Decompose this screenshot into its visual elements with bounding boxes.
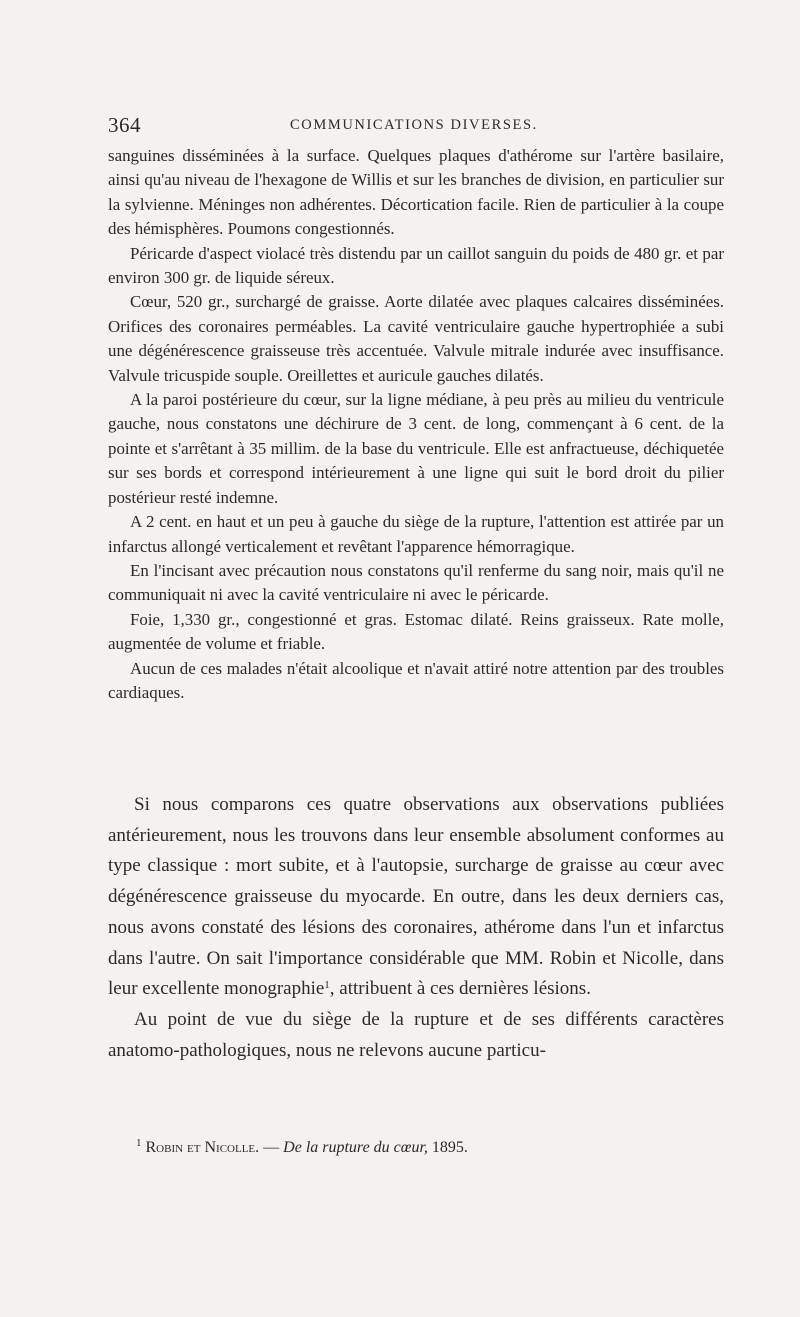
paragraph: A 2 cent. en haut et un peu à gauche du siège de la rupture, l'attention est attirée par un infarctus allongé verticalement et revêtant l'apparence hémorragique. [108, 512, 724, 556]
footnote-reference: 1 [324, 979, 330, 992]
footnote-title: De la rupture du cœur, [283, 1139, 428, 1156]
paragraph-text: , attribuent à ces dernières lésions. [329, 978, 591, 1000]
paragraph: Cœur, 520 gr., surchargé de graisse. Aorte dilatée avec plaques calcaires disséminées. Orifices des coronaires perméables. La cavité ventriculaire gauche hypertrophiée a subi une dégénérescence graisseuse très accentuée. Valvule mitrale indurée avec insuffisance. Valvule tricuspide souple. Oreillettes et auricule gauches dilatés. [108, 292, 724, 385]
paragraph: Foie, 1,330 gr., congestionné et gras. Estomac dilaté. Reins graisseux. Rate molle, augmentée de volume et friable. [108, 609, 724, 654]
footnote-dash: — [259, 1139, 284, 1156]
page-number: 364 [108, 113, 141, 137]
observation-text [108, 144, 724, 705]
paragraph: En l'incisant avec précaution nous constatons qu'il renferme du sang noir, mais qu'il ne communiquait ni avec la cavité ventriculaire ni avec le péricarde. [108, 560, 724, 605]
paragraph: Aucun de ces malades n'était alcoolique et n'avait attiré notre attention par des troubles cardiaques. [108, 658, 724, 702]
footnote-year: 1895. [427, 1139, 468, 1156]
paragraph [108, 790, 724, 1005]
footnote-mark: 1 [136, 1137, 142, 1149]
page-header [108, 113, 708, 141]
paragraph: Péricarde d'aspect violacé très distendu par un caillot sanguin du poids de 480 gr. et par environ 300 gr. de liquide séreux. [108, 243, 724, 288]
footnote-authors: Robin et Nicolle. [145, 1139, 260, 1156]
footnote [108, 1138, 724, 1158]
discussion-text [108, 790, 724, 1066]
running-head: COMMUNICATIONS DIVERSES. [290, 117, 538, 133]
paragraph: A la paroi postérieure du cœur, sur la ligne médiane, à peu près au milieu du ventricule gauche, nous constatons une déchirure de 3 cent. de long, commençant à 6 cent. de la pointe et s'arrêtant à 35 millim. de la base du ventricule. Elle est anfractueuse, déchiquetée sur ses bords et correspond intérieurement à une ligne qui suit le bord droit du pilier postérieur resté indemne. [108, 390, 724, 507]
paragraph: sanguines disséminées à la surface. Quelques plaques d'athérome sur l'artère basilaire, ainsi qu'au niveau de l'hexagone de Willis et sur les branches de division, en particulier sur la sylvienne. Méninges non adhérentes. Décortication facile. Rien de particulier à la coupe des hémisphères. Poumons congestionnés. [108, 146, 724, 239]
paragraph-text: Si nous comparons ces quatre observations aux observations publiées antérieurement, nous les trouvons dans leur ensemble absolument conformes au type classique : mort subite, et à l'autopsie, surcharge de graisse au cœur avec dégénérescence graisseuse du myocarde. En outre, dans les deux derniers cas, nous avons constaté des lésions des coronaires, athérome dans l'un et infarctus dans l'autre. On sait l'importance considérable que MM. Robin et Nicolle, dans leur excellente monographie [108, 794, 724, 1000]
paragraph: Au point de vue du siège de la rupture et de ses différents caractères anatomo-pathologiques, nous ne relevons aucune particu- [108, 1008, 724, 1061]
